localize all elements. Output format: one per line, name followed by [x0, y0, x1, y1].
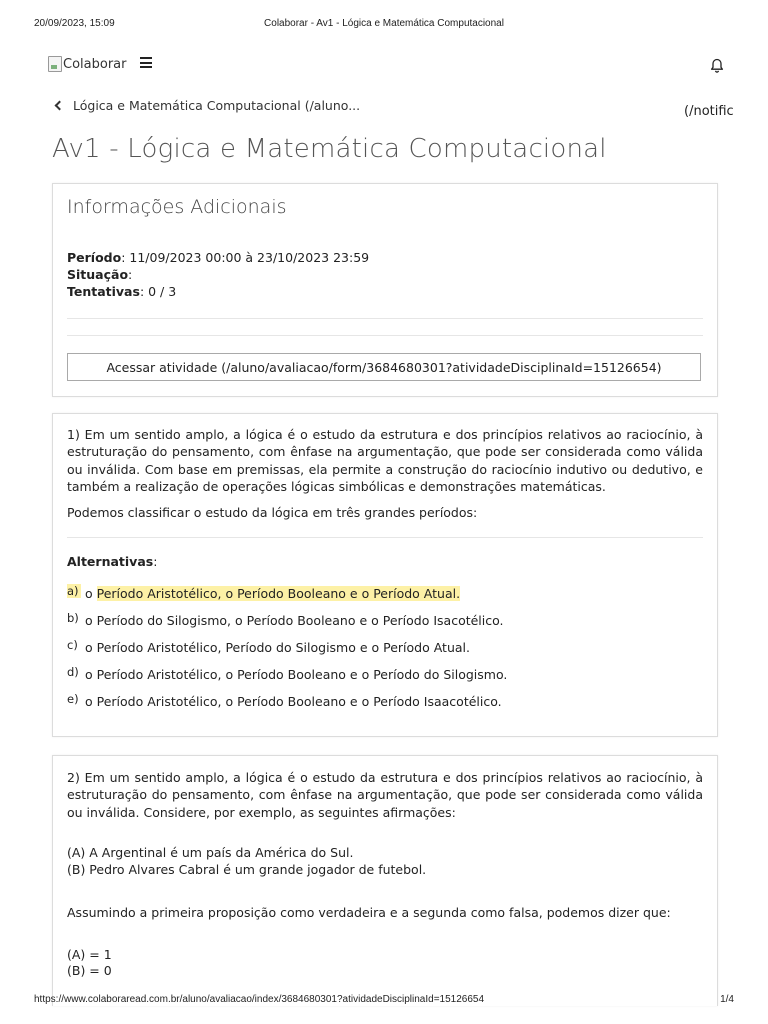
alternative-d[interactable] — [67, 664, 508, 682]
alternative-text: o Período do Silogismo, o Período Booleano e o Período Isacotélico. — [85, 613, 504, 628]
alternative-letter: e) — [67, 691, 79, 706]
alternative-text: o Período Aristotélico, Período do Silogismo e o Período Atual. — [85, 640, 470, 655]
alternative-letter: d) — [67, 664, 79, 679]
print-datetime: 20/09/2023, 15:09 — [34, 18, 115, 29]
print-doc-title: Colaborar - Av1 - Lógica e Matemática Computacional — [264, 18, 504, 29]
divider — [67, 318, 703, 319]
print-page-number: 1/4 — [720, 994, 734, 1005]
question-2-text: 2) Em um sentido amplo, a lógica é o estudo da estrutura e dos princípios relativos ao raciocínio, à estruturação do pensamento, com ênfase na argumentação, que pode ser considerada como válida ou inválida. Considere, por exemplo, as seguintes afirmações: — [67, 770, 703, 820]
alternative-letter: b) — [67, 610, 79, 625]
alternative-c[interactable] — [67, 637, 470, 655]
print-header — [0, 18, 768, 32]
question-1-text: 1) Em um sentido amplo, a lógica é o estudo da estrutura e dos princípios relativos ao raciocínio, à estruturação do pensamento, com ênfase na argumentação, que pode ser considerada como válida ou inválida. Com base em premissas, ela permite a construção do raciocínio indutivo ou dedutivo, e também a realização de operações lógicas simbólicas e demonstrações matemáticas. — [67, 427, 703, 495]
logo-alt-text: Colaborar — [63, 56, 127, 72]
situacao-line — [67, 267, 132, 282]
alternative-e[interactable] — [67, 691, 502, 709]
situacao-label: Situação — [67, 267, 129, 282]
logo-link[interactable] — [48, 56, 126, 72]
alternatives-heading — [67, 554, 157, 569]
alternative-text: Período Aristotélico, o Período Booleano e o Período Atual. — [96, 586, 461, 601]
periodo-value: : 11/09/2023 00:00 à 23/10/2023 23:59 — [121, 250, 370, 265]
value-b: (B) = 0 — [67, 963, 112, 978]
statement-a: (A) A Argentinal é um país da América do Sul. — [67, 845, 354, 860]
statement-b: (B) Pedro Alvares Cabral é um grande jogador de futebol. — [67, 862, 427, 877]
question-1-prompt: Podemos classificar o estudo da lógica em três grandes períodos: — [67, 505, 478, 520]
broken-image-icon — [48, 56, 62, 72]
chevron-left-icon — [55, 101, 65, 111]
hamburger-menu-icon[interactable] — [140, 57, 152, 68]
divider — [67, 537, 703, 538]
alternatives-label: Alternativas — [67, 554, 154, 569]
info-card — [52, 183, 718, 397]
breadcrumb-label: Lógica e Matemática Computacional (/aluno... — [73, 98, 361, 113]
access-activity-button[interactable]: Acessar atividade (/aluno/avaliacao/form/3684680301?atividadeDisciplinaId=15126654) — [67, 353, 701, 381]
print-footer — [0, 994, 768, 1008]
alternative-b[interactable] — [67, 610, 504, 628]
alternative-text: o Período Aristotélico, o Período Booleano e o Período do Silogismo. — [85, 667, 508, 682]
top-bar — [48, 54, 728, 78]
assumption-text: Assumindo a primeira proposição como verdadeira e a segunda como falsa, podemos dizer que: — [67, 905, 671, 920]
alternative-letter: a) — [67, 584, 81, 598]
info-title: Informações Adicionais — [67, 196, 287, 218]
situacao-value: : — [128, 267, 133, 282]
alternative-prefix: o — [85, 586, 97, 601]
periodo-label: Período — [67, 250, 122, 265]
alternative-letter: c) — [67, 637, 78, 652]
breadcrumb-back-link[interactable] — [56, 98, 360, 113]
alternative-a[interactable] — [67, 583, 461, 601]
page-title: Av1 - Lógica e Matemática Computacional — [52, 134, 607, 164]
divider — [67, 335, 703, 336]
tentativas-value: : 0 / 3 — [139, 284, 177, 299]
question-card-1 — [52, 413, 718, 737]
notifications-link[interactable]: (/notific — [684, 104, 734, 119]
print-url: https://www.colaboraread.com.br/aluno/avaliacao/index/3684680301?atividadeDisciplinaId=15126654 — [34, 994, 485, 1005]
alternatives-suffix: : — [153, 554, 158, 569]
question-card-2 — [52, 755, 718, 1006]
value-a: (A) = 1 — [67, 947, 112, 962]
alternative-text: o Período Aristotélico, o Período Booleano e o Período Isaacotélico. — [85, 694, 502, 709]
tentativas-label: Tentativas — [67, 284, 140, 299]
tentativas-line — [67, 284, 176, 299]
bell-icon[interactable] — [710, 58, 724, 74]
periodo-line — [67, 250, 369, 265]
